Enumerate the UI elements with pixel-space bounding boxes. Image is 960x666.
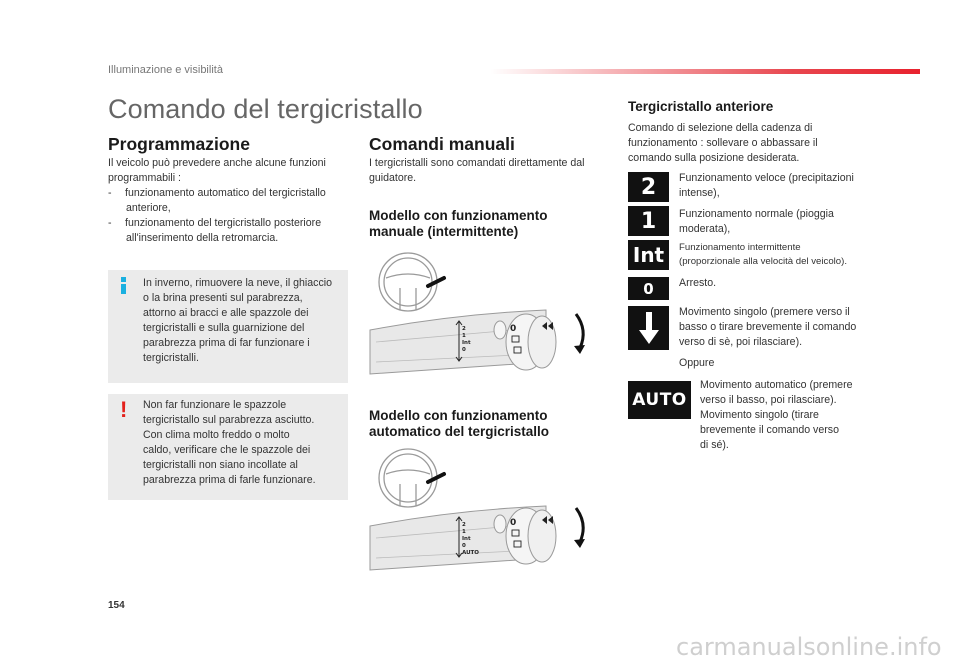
note-line: Non far funzionare le spazzole bbox=[143, 399, 287, 411]
heading-line: Modello con funzionamento bbox=[369, 408, 548, 423]
comandi-intro bbox=[369, 156, 609, 186]
note-line: tergicristalli non siano incollate al bbox=[143, 459, 298, 471]
comandi-intro-line: guidatore. bbox=[369, 172, 417, 184]
auto-stalk-illustration bbox=[366, 446, 601, 576]
list-item-line: funzionamento del tergicristallo posteriore bbox=[125, 217, 322, 229]
list-item bbox=[108, 186, 348, 216]
mode-1-text bbox=[679, 207, 879, 237]
mode-line: basso o tirare brevemente il comando bbox=[679, 321, 857, 333]
stalk-label-int: Int bbox=[462, 340, 471, 346]
mode-line: di sé). bbox=[700, 439, 729, 451]
list-item-line: all'inserimento della retromarcia. bbox=[126, 232, 279, 244]
note-line: o la brina presenti sul parabrezza, bbox=[143, 292, 303, 304]
heading-line: automatico del tergicristallo bbox=[369, 424, 550, 439]
stalk-label-0: 0 bbox=[462, 347, 466, 353]
auto-mode-badge: AUTO bbox=[628, 381, 691, 419]
mode-line: Movimento singolo (tirare bbox=[700, 409, 819, 421]
mode-0-badge: 0 bbox=[628, 277, 669, 300]
note-line: tergicristalli. bbox=[143, 352, 199, 364]
info-icon bbox=[120, 277, 127, 294]
stalk-label-0: 0 bbox=[462, 543, 466, 549]
mode-int-text bbox=[679, 241, 879, 269]
oppure-label: Oppure bbox=[679, 357, 715, 369]
comandi-intro-line: I tergicristalli sono comandati direttamente dal bbox=[369, 157, 585, 169]
mode-line: moderata), bbox=[679, 223, 731, 235]
info-note-text bbox=[143, 276, 332, 366]
programmazione-body bbox=[108, 156, 348, 246]
mode-line: intense), bbox=[679, 187, 720, 199]
mode-line: Movimento automatico (premere bbox=[700, 379, 853, 391]
mode-line: Funzionamento intermittente bbox=[679, 242, 801, 253]
stalk-label-auto: AUTO bbox=[462, 550, 479, 556]
header-accent-line bbox=[490, 69, 920, 74]
stalk-label-1: 1 bbox=[462, 529, 466, 535]
mode-int-badge: Int bbox=[628, 240, 669, 270]
rotation-arrow-icon bbox=[576, 508, 583, 542]
bullet-dash: - bbox=[108, 187, 112, 199]
stalk-label-1: 1 bbox=[462, 333, 466, 339]
anteriore-intro-line: Comando di selezione della cadenza di bbox=[628, 122, 813, 134]
anteriore-intro-line: comando sulla posizione desiderata. bbox=[628, 152, 800, 164]
rear-wiper-label-0: 0 bbox=[510, 324, 517, 334]
auto-mode-text bbox=[700, 378, 880, 453]
single-movement-text bbox=[679, 305, 879, 350]
list-item-line: anteriore, bbox=[126, 202, 171, 214]
rear-wiper-label-0: 0 bbox=[510, 518, 517, 528]
mode-1-badge: 1 bbox=[628, 206, 669, 236]
stalk-indicator-line bbox=[428, 278, 444, 286]
mode-line: verso di sè, poi rilasciare). bbox=[679, 336, 803, 348]
auto-model-heading bbox=[369, 408, 549, 440]
mode-line: Movimento singolo (premere verso il bbox=[679, 306, 850, 318]
anteriore-heading: Tergicristallo anteriore bbox=[628, 99, 774, 114]
info-note bbox=[108, 270, 348, 383]
page-title: Comando del tergicristallo bbox=[108, 94, 423, 124]
note-line: In inverno, rimuovere la neve, il ghiaccio bbox=[143, 277, 333, 289]
steering-wheel-icon bbox=[379, 253, 437, 311]
watermark: carmanualsonline.info bbox=[676, 633, 942, 661]
note-line: caldo, verificare che le spazzole dei bbox=[143, 444, 311, 456]
mode-line: Funzionamento veloce (precipitazioni bbox=[679, 172, 854, 184]
rotation-arrowhead-icon bbox=[574, 345, 585, 354]
note-line: parabrezza prima di farle funzionare. bbox=[143, 474, 316, 486]
stalk-indicator-line bbox=[428, 474, 444, 482]
down-arrow-icon bbox=[638, 310, 660, 346]
anteriore-intro bbox=[628, 121, 868, 166]
note-line: tergicristalli e sulla guarnizione del bbox=[143, 322, 305, 334]
programmazione-intro-line: programmabili : bbox=[108, 172, 182, 184]
stalk-label-2: 2 bbox=[462, 326, 466, 332]
heading-line: manuale (intermittente) bbox=[369, 224, 519, 239]
page-number: 154 bbox=[108, 600, 125, 611]
single-movement-badge bbox=[628, 306, 669, 350]
comandi-heading: Comandi manuali bbox=[369, 134, 515, 154]
warning-note-text bbox=[143, 398, 316, 488]
note-line: tergicristallo sul parabrezza asciutto. bbox=[143, 414, 315, 426]
bullet-dash: - bbox=[108, 217, 112, 229]
warning-note bbox=[108, 394, 348, 500]
programmazione-intro-line: Il veicolo può prevedere anche alcune funzioni bbox=[108, 157, 326, 169]
stalk-label-2: 2 bbox=[462, 522, 466, 528]
mode-0-text bbox=[679, 276, 879, 291]
mode-2-text bbox=[679, 171, 879, 201]
note-line: parabrezza prima di far funzionare i bbox=[143, 337, 310, 349]
mode-2-badge: 2 bbox=[628, 172, 669, 202]
rotation-arrow-icon bbox=[576, 314, 583, 348]
anteriore-intro-line: funzionamento : sollevare o abbassare il bbox=[628, 137, 818, 149]
note-line: Con clima molto freddo o molto bbox=[143, 429, 290, 441]
rotation-arrowhead-icon bbox=[574, 539, 585, 548]
note-line: attorno ai bracci e alle spazzole dei bbox=[143, 307, 309, 319]
heading-line: Modello con funzionamento bbox=[369, 208, 548, 223]
mode-line: Arresto. bbox=[679, 277, 717, 289]
list-item bbox=[108, 216, 348, 246]
list-item-line: funzionamento automatico del tergicristallo bbox=[125, 187, 326, 199]
manual-model-heading bbox=[369, 208, 548, 240]
mode-line: brevemente il comando verso bbox=[700, 424, 839, 436]
mode-line: Funzionamento normale (pioggia bbox=[679, 208, 834, 220]
section-header: Illuminazione e visibilità bbox=[108, 64, 223, 76]
stalk-label-int: Int bbox=[462, 536, 471, 542]
manual-stalk-illustration bbox=[366, 250, 601, 380]
warning-icon: ! bbox=[120, 397, 128, 422]
steering-wheel-icon bbox=[379, 449, 437, 507]
programmazione-heading: Programmazione bbox=[108, 134, 250, 154]
mode-line: verso il basso, poi rilasciare). bbox=[700, 394, 837, 406]
mode-line: (proporzionale alla velocità del veicolo). bbox=[679, 256, 847, 267]
